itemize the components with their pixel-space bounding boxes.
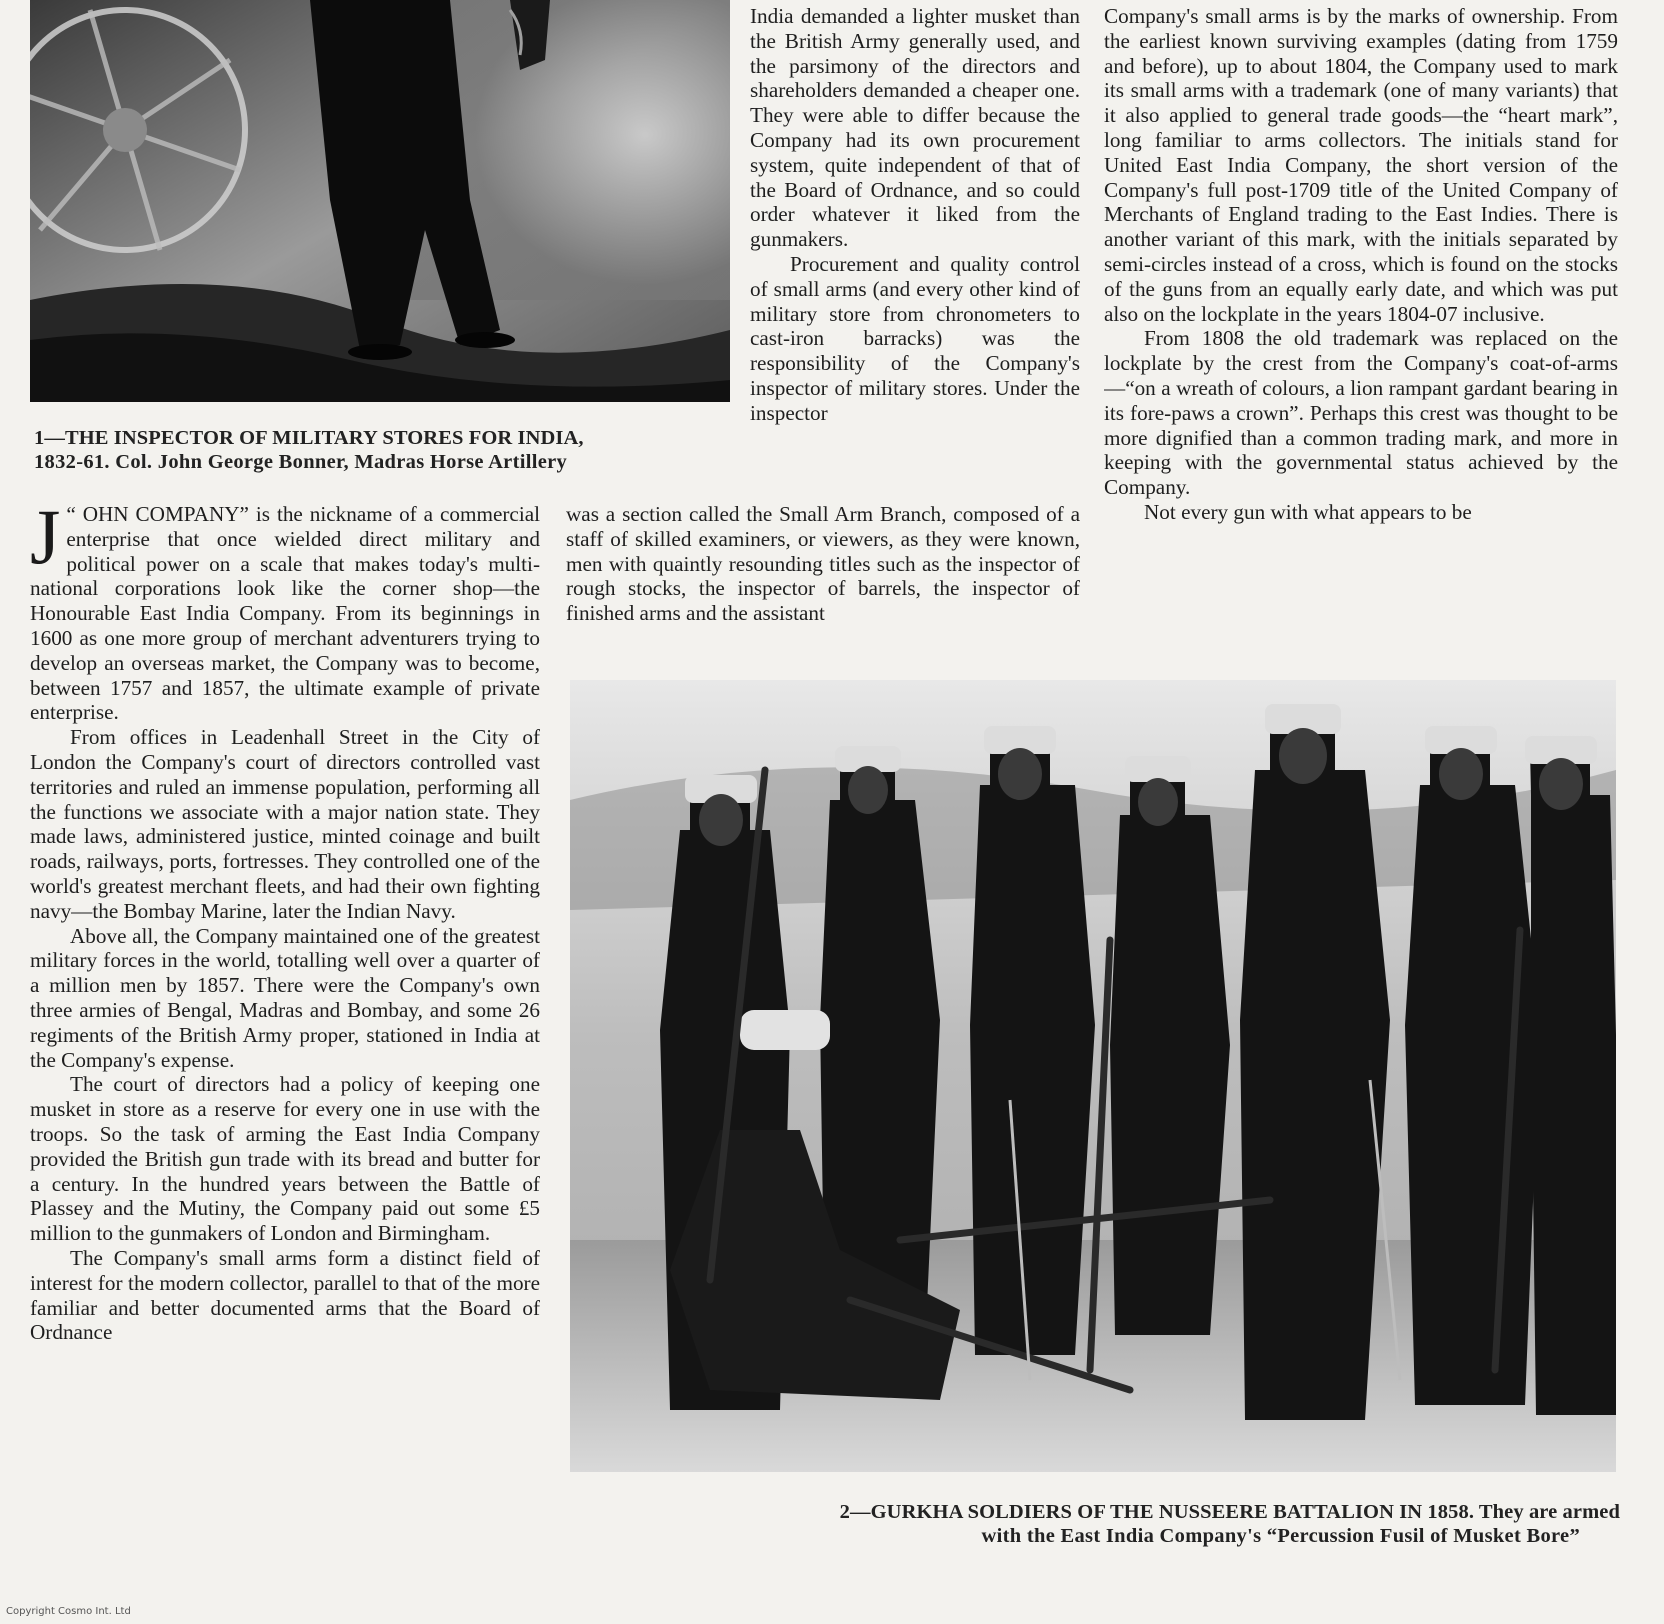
- figure-2-caption-label: 2—GURKHA SOLDIERS OF THE NUSSEERE BATTALION IN 1858. They are armed: [839, 1501, 1620, 1523]
- paragraph-col2-3: was a section called the Small Arm Branch, composed of a staff of skilled examiners, or viewers, as they were known, men with quaintly resounding titles such as the inspector of rough stocks, the inspector of barrels, the inspector of finished arms and the assistant: [566, 502, 1080, 626]
- paragraph-col2-1: India demanded a lighter musket than the British Army generally used, and the parsimony of the directors and shareholders demanded a cheaper one. They were able to differ because the Company had its own procurement system, quite independent of that of the Board of Ordnance, and so could order whatever it liked from the gunmakers.: [750, 4, 1080, 252]
- figure-1-caption-label: 1—THE INSPECTOR OF MILITARY STORES FOR INDIA,: [34, 427, 584, 449]
- article-column-3: [1104, 4, 1618, 654]
- paragraph-2: From offices in Leadenhall Street in the City of London the Company's court of directors controlled vast territories and ruled an immense population, performing all the functions we associate with a major nation state. They made laws, administered justice, minted coinage and built roads, railways, ports, fortresses. They controlled one of the world's greatest merchant fleets, and had their own fighting navy—the Bombay Marine, later the Indian Navy.: [30, 725, 540, 923]
- copyright-notice: Copyright Cosmo Int. Ltd: [6, 1606, 131, 1617]
- article-column-2-continued: [566, 502, 1080, 652]
- figure-1-caption: [34, 426, 734, 474]
- paragraph-col2-2: Procurement and quality control of small arms (and every other kind of military store from chronometers to cast-iron barracks) was the responsibility of the Company's inspector of military stores. Under the inspector: [750, 251, 1080, 425]
- paragraph-1: J “ OHN COMPANY” is the nickname of a commercial enterprise that once wielded direct military and political power on a scale that makes today's multi-national corporations look like the corner shop—the Honourable East India Company. From its beginnings in 1600 as one more group of merchant adventurers trying to develop an overseas market, the Company was to become, between 1757 and 1857, the ultimate example of private enterprise.: [30, 502, 540, 725]
- painting-illustration: [30, 0, 730, 402]
- paragraph-col3-1: Company's small arms is by the marks of ownership. From the earliest known surviving examples (dating from 1759 and before), up to about 1804, the Company used to mark its small arms with a trademark (one of many variants) that it also applied to general trade goods—the “heart mark”, long familiar to arms collectors. The initials stand for United East India Company, the short version of the Company's full post-1709 title of the United Company of Merchants of England trading to the East Indies. There is another variant of this mark, with the initials separated by semi-circles instead of a cross, which is found on the stocks of the guns from an equally early date, and which was put also on the lockplate in the years 1804-07 inclusive.: [1104, 4, 1618, 326]
- figure-1-painting: [30, 0, 730, 402]
- paragraph-3: Above all, the Company maintained one of the greatest military forces in the world, totalling well over a quarter of a million men by 1857. There were the Company's own three armies of Bengal, Madras and Bombay, and some 26 regiments of the British Army proper, stationed in India at the Company's expense.: [30, 923, 540, 1072]
- figure-2-caption-detail: with the East India Company's “Percussion Fusil of Musket Bore”: [981, 1525, 1580, 1547]
- paragraph-4: The court of directors had a policy of keeping one musket in store as a reserve for every one in use with the troops. So the task of arming the East India Company provided the British gun trade with its bread and butter for a century. In the hundred years between the Battle of Plassey and the Mutiny, the Company paid out some £5 million to the gunmakers of London and Birmingham.: [30, 1072, 540, 1246]
- article-column-1: [30, 502, 540, 1602]
- figure-1-caption-detail: 1832-61. Col. John George Bonner, Madras Horse Artillery: [34, 451, 568, 473]
- paragraph-col3-3: Not every gun with what appears to be: [1144, 499, 1472, 524]
- paragraph-5: The Company's small arms form a distinct field of interest for the modern collector, parallel to that of the more familiar and better documented arms that the Board of Ordnance: [30, 1245, 540, 1345]
- article-column-2: [750, 4, 1080, 504]
- figure-2-caption: [566, 1500, 1620, 1548]
- paragraph-col3-2: From 1808 the old trademark was replaced on the lockplate by the crest from the Company's coat-of-arms—“on a wreath of colours, a lion rampant gardant bearing in its fore-paws a crown”. Perhaps this crest was thought to be more dignified than a common trading mark, and more in keeping with the governmental status achieved by the Company.: [1104, 326, 1618, 500]
- figure-2-photograph: [570, 680, 1616, 1472]
- drop-cap: J: [30, 502, 61, 580]
- soldiers-photo-illustration: [570, 680, 1616, 1472]
